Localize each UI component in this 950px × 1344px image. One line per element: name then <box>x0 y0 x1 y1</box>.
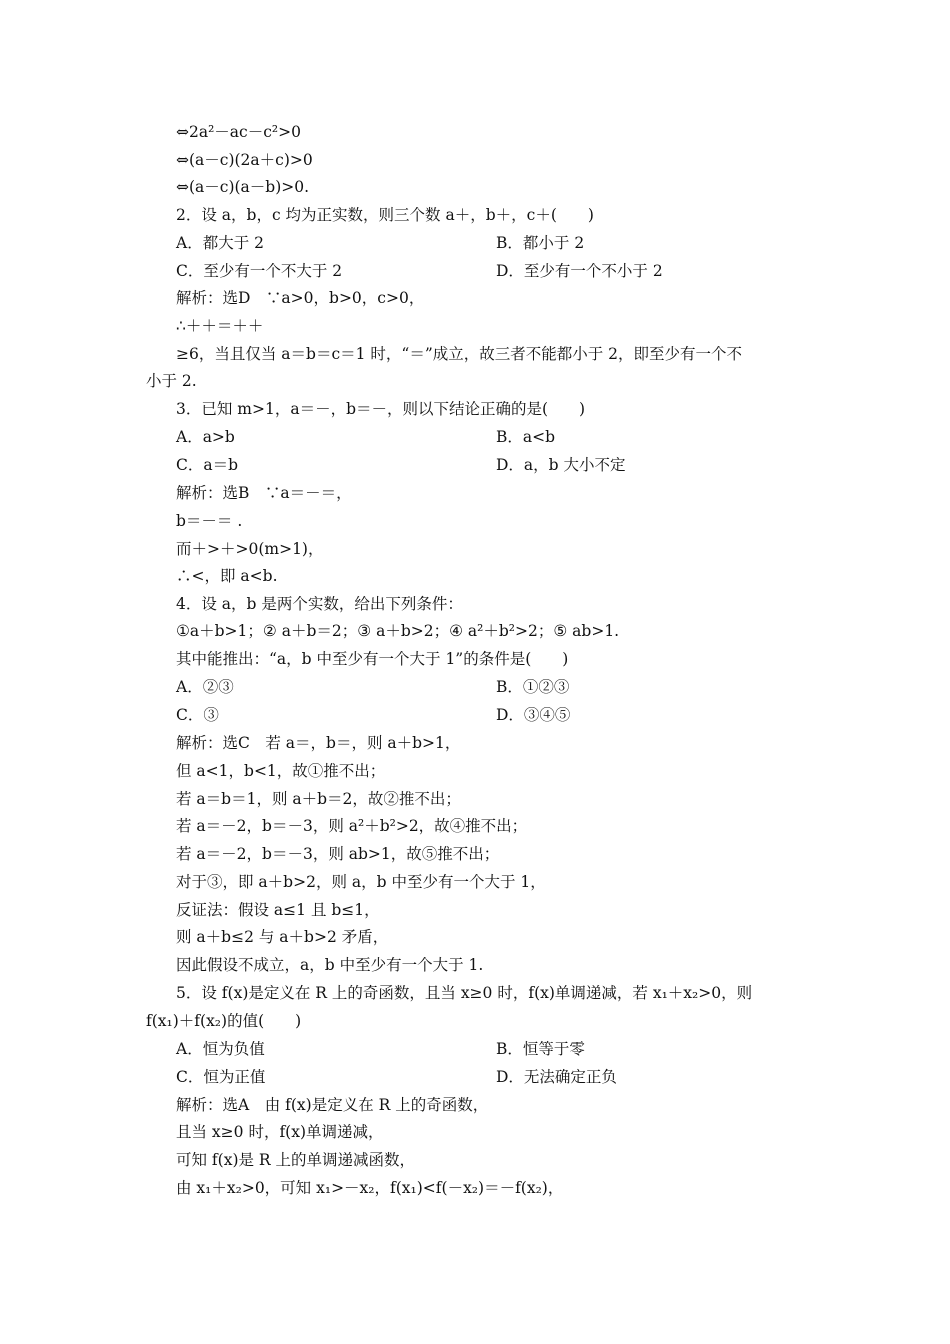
derivation-line-1: ⇔2a²－ac－c²>0 <box>176 123 301 141</box>
q2-option-b: B．都小于 2 <box>496 234 585 252</box>
q5-solution-line: 解析：选A 由 f(x)是定义在 R 上的奇函数， <box>176 1096 489 1114</box>
q3-option-c: C．a＝b <box>176 456 239 474</box>
q5-option-a: A．恒为负值 <box>176 1040 265 1058</box>
question-4: 4．设 a，b 是两个实数，给出下列条件： <box>176 595 463 613</box>
q4-option-b: B．①②③ <box>496 678 570 696</box>
q2-option-d: D．至少有一个不小于 2 <box>496 262 663 280</box>
q2-option-a: A．都大于 2 <box>176 234 264 252</box>
q2-solution-line: ≥6，当且仅当 a＝b＝c＝1 时，“＝”成立，故三者不能都小于 2，即至少有一个不 <box>176 345 743 363</box>
q5-solution-line: 且当 x≥0 时，f(x)单调递减， <box>176 1123 384 1141</box>
derivation-line-3: ⇔(a－c)(a－b)>0. <box>176 178 310 196</box>
q4-solution-line: 则 a＋b≤2 与 a＋b>2 矛盾， <box>176 928 389 946</box>
q5-option-b: B．恒等于零 <box>496 1040 585 1058</box>
q4-solution-line: 因此假设不成立，a，b 中至少有一个大于 1. <box>176 956 484 974</box>
q5-option-c: C．恒为正值 <box>176 1068 266 1086</box>
q4-solution-line: 若 a＝－2，b＝－3，则 a²＋b²>2，故④推不出； <box>176 817 528 835</box>
q5-option-d: D．无法确定正负 <box>496 1068 617 1086</box>
q2-option-c: C．至少有一个不大于 2 <box>176 262 343 280</box>
q4-solution-line: 反证法：假设 a≤1 且 b≤1， <box>176 901 380 919</box>
q4-solution-line: 但 a<1，b<1，故①推不出； <box>176 762 386 780</box>
q4-option-a: A．②③ <box>176 678 234 696</box>
q4-question: 其中能推出：“a，b 中至少有一个大于 1”的条件是( ) <box>176 650 569 668</box>
q2-solution-line: 小于 2. <box>146 372 197 390</box>
q2-solution-line: ∴＋＋＝＋＋ <box>176 317 264 335</box>
q2-solution-line: 解析：选D ∵a>0，b>0，c>0， <box>176 289 425 307</box>
question-5-cont: f(x₁)＋f(x₂)的值( ) <box>146 1012 302 1030</box>
q3-solution-line: 解析：选B ∵a＝－＝， <box>176 484 352 502</box>
q3-solution-line: ∴<，即 a<b. <box>176 567 278 585</box>
q5-solution-line: 可知 f(x)是 R 上的单调递减函数， <box>176 1151 416 1169</box>
derivation-line-2: ⇔(a－c)(2a＋c)>0 <box>176 151 313 169</box>
q4-option-c: C．③ <box>176 706 219 724</box>
question-2: 2．设 a，b，c 均为正实数，则三个数 a＋，b＋，c＋( ) <box>176 206 594 224</box>
q4-solution-line: 若 a＝－2，b＝－3，则 ab>1，故⑤推不出； <box>176 845 500 863</box>
q4-option-d: D．③④⑤ <box>496 706 571 724</box>
q3-solution-line: b＝－＝ . <box>176 512 243 530</box>
q4-solution-line: 对于③，即 a＋b>2，则 a，b 中至少有一个大于 1， <box>176 873 546 891</box>
q4-solution-line: 解析：选C 若 a＝，b＝，则 a＋b>1， <box>176 734 461 752</box>
q4-solution-line: 若 a＝b＝1，则 a＋b＝2，故②推不出； <box>176 790 461 808</box>
q3-option-d: D．a，b 大小不定 <box>496 456 626 474</box>
q3-solution-line: 而＋>＋>0(m>1)， <box>176 540 324 558</box>
question-5: 5．设 f(x)是定义在 R 上的奇函数，且当 x≥0 时，f(x)单调递减，若 x₁＋x₂>0，则 <box>176 984 753 1002</box>
q5-solution-line: 由 x₁＋x₂>0，可知 x₁>－x₂，f(x₁)<f(－x₂)＝－f(x₂)， <box>176 1179 564 1197</box>
q3-option-a: A．a>b <box>176 428 235 446</box>
question-3: 3．已知 m>1，a＝－，b＝－，则以下结论正确的是( ) <box>176 400 586 418</box>
q4-conditions: ①a＋b>1；② a＋b＝2；③ a＋b>2；④ a²＋b²>2；⑤ ab>1. <box>176 622 620 640</box>
q3-option-b: B．a<b <box>496 428 556 446</box>
